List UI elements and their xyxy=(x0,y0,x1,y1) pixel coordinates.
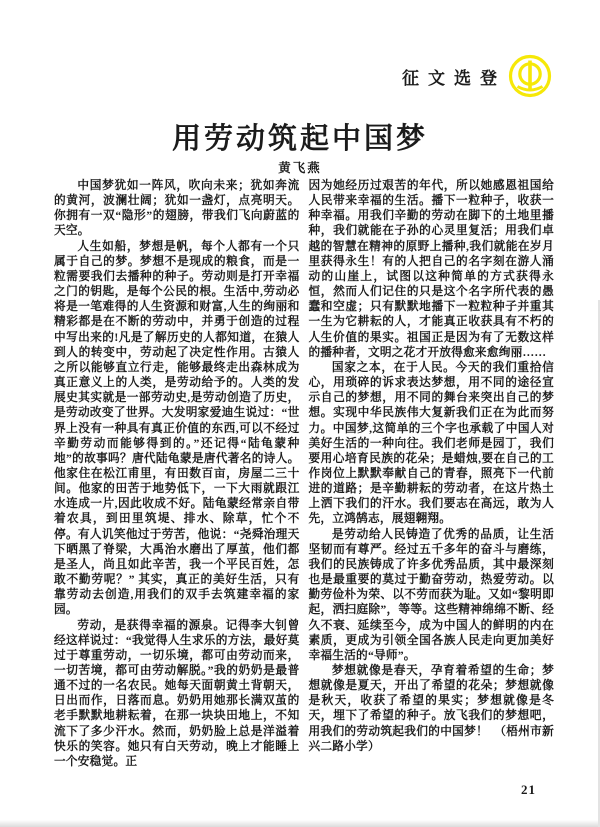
paragraph: 梦想就像是春天，孕育着希望的生命；梦想就像是夏天，开出了希望的花朵；梦想就像是秋天，收获了希望的果实；梦想就像是冬天，埋下了希望的种子。放飞我们的梦想吧，用我们的劳动筑起我们的中国梦！ （梧州市新兴二路小学） xyxy=(308,664,554,753)
paragraph: 是劳动给人民铸造了优秀的品质，让生活坚韧而有尊严。经过五千多年的奋斗与磨练，我们的民族铸成了许多优秀品质，其中最深刻也是最重要的莫过于勤奋劳动，热爱劳动。以勤劳俭朴为荣、以不劳而获为耻。又如“黎明即起，洒扫庭除”，等等。这些精神绵绵不断、经久不衰、延续至今，成为中国人的鲜明的内在素质，更成为引领全国各族人民走向更加美好幸福生活的“导师”。 xyxy=(308,527,554,662)
paragraph: 因为她经历过艰苦的年代，所以她感恩祖国给人民带来幸福的生活。播下一粒种子，收获一种幸福。用我们辛勤的劳动在脚下的土地里播种，我们就能在子孙的心灵里复活；用我们卓越的智慧在精神的原野上播种,我们就能在岁月里获得永生！有的人把自己的名字刻在游人涌动的山崖上，试图以这种简单的方式获得永恒，然而人们记住的只是这个名字所代表的愚蠢和空虚；只有默默地播下一粒粒种子并重其一生为它耕耘的人，才能真正收获具有不朽的人生价值的果实。祖国正是因为有了无数这样的播种者，文明之花才开放得愈来愈绚丽…… xyxy=(308,179,554,359)
article-author: 黄飞燕 xyxy=(278,161,322,175)
trade-union-emblem-icon xyxy=(508,54,552,98)
section-badge xyxy=(402,54,552,98)
paragraph: 中国梦犹如一阵风，吹向未来；犹如奔流的黄河，波澜壮阔；犹如一盏灯，点亮明天。你拥有一双“隐形”的翅膀，带我们飞向蔚蓝的天空。 xyxy=(54,179,300,238)
article-title: 用劳动筑起中国梦 xyxy=(171,123,428,155)
section-badge-label: 征文选登 xyxy=(402,68,506,88)
paragraph: 国家之本，在于人民。今天的我们重拾信心，用琐碎的诉求表达梦想，用不同的途径宣示自己的梦想，用不同的舞台来突出自己的梦想。实现中华民族伟大复新我们正在为此而努力。中国梦,这简单的三个字也承载了中国人对美好生活的一种向往。我们老师是园丁，我们要用心培育民族的花朵；是蜡烛,要在自己的工作岗位上默默奉献自己的青春，照亮下一代前进的道路；是辛勤耕耘的劳动者，在这片热土上洒下我们的汗水。我们要志在高远，敢为人先，立鸿鹄志，展翅翱翔。 xyxy=(308,360,554,526)
article-body xyxy=(54,178,554,769)
paragraph: 劳动，是获得幸福的源泉。记得李大钊曾经这样说过：“我觉得人生求乐的方法，最好莫过于尊重劳动，一切乐境，都可由劳动而来，一切苦境，都可由劳动解脱。”我的奶奶是最普通不过的一名农民。她每天面朝黄土背朝天，日出而作，日落而息。奶奶用她那长满双茧的老手默默地耕耘着，在那一块块田地上，不知流下了多少汗水。然而，奶奶脸上总是洋溢着快乐的笑容。她只有白天劳动，晚上才能睡上一个安稳觉。正 xyxy=(54,618,300,768)
scan-edge-bottom xyxy=(0,820,600,827)
page-number: 21 xyxy=(521,782,536,797)
right-column xyxy=(309,178,555,769)
left-column xyxy=(54,178,300,769)
paragraph: 人生如船，梦想是帆，每个人都有一个只属于自己的梦。梦想不是现成的粮食，而是一粒需要我们去播种的种子。劳动则是打开幸福之门的钥匙，是每个公民的根。生活中,劳动必将是一笔难得的人生资源和财富,人生的绚丽和精彩都是在不断的劳动中，并勇于创造的过程中写出来的!凡是了解历史的人都知道，在猿人到人的转变中，劳动起了决定性作用。古猿人之所以能够直立行走，能够最终走出森林成为真正意义上的人类，是劳动给予的。人类的发展史其实就是一部劳动史,是劳动创造了历史，是劳动改变了世界。大发明家爱迪生说过：“世界上没有一种具有真正价值的东西,可以不经过辛勤劳动而能够得到的。”还记得“陆龟蒙种地”的故事吗？唐代陆龟蒙是唐代著名的诗人。他家住在松江甫里，有田数百亩，房屋二三十间。他家的田苦于地势低下，一下大雨就跟江水连成一片,因此收成不好。陆龟蒙经常亲自带着农具，到田里筑堤、排水、除草，忙个不停。有人讥笑他过于劳苦，他说：“尧舜治理天下晒黑了脊梁，大禹治水磨出了厚茧，他们都是圣人，尚且如此辛苦，我一个平民百姓，怎敢不勤劳呢？” 其实，真正的美好生活，只有靠劳动去创造,用我们的双手去筑建幸福的家园。 xyxy=(54,239,300,617)
